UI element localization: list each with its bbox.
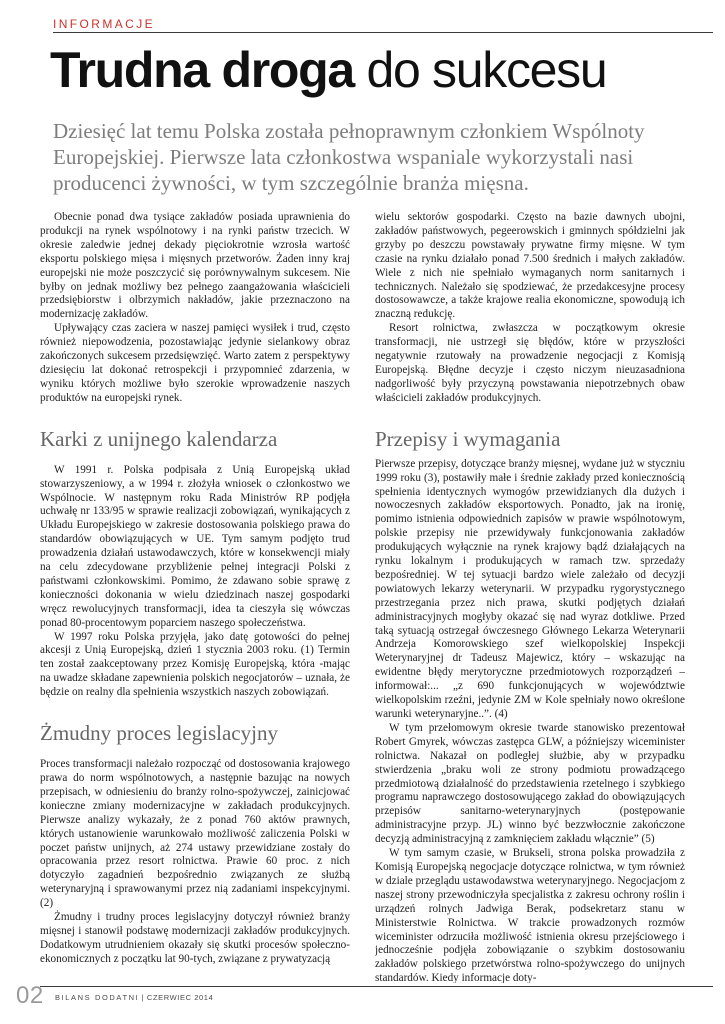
intro-paragraph-1: Obecnie ponad dwa tysiące zakładów posiada uprawnienia do produkcji na rynek wspólnotowy i na rynki państw trzecich. W okresie zaledwie jednej dekady pięciokrotnie wzrosła wartość eksportu polskiego mięsa i mięsnych przetworów. Żaden inny kraj europejski nie może poszczycić się porównywalnym sukcesem. Nie byłby on jednak możliwy bez pełnego zaangażowania właścicieli przedsiębiorstw i olbrzymich nakładów, jakie przeznaczono na modernizację zakładów.	[40, 211, 350, 321]
legislation-paragraph-2: Żmudny i trudny proces legislacyjny dotyczył również branży mięsnej i stanowił podstawę modernizacji zakładów produkcyjnych. Dodatkowym utrudnieniem okazały się skutki procesów społeczno-ekonomicznych z początku lat 90-tych, związane z prywatyzacją	[40, 911, 350, 965]
regulations-paragraph-3: W tym samym czasie, w Brukseli, strona polska prowadziła z Komisją Europejską negocjacje dotyczące rolnictwa, w tym również w dziale przeglądu ustawodawstwa weterynaryjnego. Negocjacjom z naszej strony przewodniczyła specjalistka z zakresu ochrony roślin i urządzeń rolnych Jadwiga Berak, podsekretarz stanu w Ministerstwie Rolnictwa. W trakcie prowadzonych rozmów wiceminister odrzuciła możliwość istnienia okresu przejściowego i jednocześnie podjęła zobowiązanie o szybkim dostosowaniu zakładów polskiego przetwórstwa rolno-spożywczego do unijnych standardów. Kiedy informacje doty-	[375, 847, 685, 983]
calendar-paragraph-1: W 1991 r. Polska podpisała z Unią Europejską układ stowarzyszeniowy, a w 1994 r. złożyła wniosek o członkostwo we Wspólnocie. W następnym roku Rada Ministrów RP podjęła uchwałę nr 133/95 w sprawie realizacji zobowiązań, wynikających z Układu Europejskiego w zakresie dostosowania polskiego prawa do standardów obowiązujących w UE. Tym samym podjęto trud prowadzenia działań ustawodawczych, które w konsekwencji miały na celu zdecydowane przybliżenie pełnej integracji Polski z państwami członkowskimi. Pomimo, że zdawano sobie sprawę z konieczności dokonania w wielu dziedzinach naszej gospodarki wręcz rewolucyjnych transformacji, idea ta cieszyła się wówczas ponad 80-procentowym poparciem naszego społeczeństwa.	[40, 463, 350, 629]
ministry-paragraph: Resort rolnictwa, zwłaszcza w początkowym okresie transformacji, nie ustrzegł się błędów, które w przyszłości negatywnie rzutowały na prowadzenie negocjacji z Komisją Europejską. Błędne decyzje i często niczym nieuzasadniona nadgorliwość były przyczyną powstawania niepotrzebnych obaw właścicieli zakładów produkcyjnych.	[375, 322, 685, 404]
left-column	[40, 211, 350, 983]
footer-divider	[40, 986, 713, 987]
article-lead: Dziesięć lat temu Polska została pełnoprawnym członkiem Wspólnoty Europejskiej. Pierwsze lata członkostwa wspaniale wykorzystali nasi producenci żywności, w tym szczególnie branża mięsna.	[53, 119, 645, 195]
article-title	[50, 40, 606, 100]
legislation-paragraph-1: Proces transformacji należało rozpocząć od dostosowania krajowego prawa do norm wspólnotowych, a następnie bazując na nowych przepisach, w odniesieniu do branży rolno-spożywczej, zainicjować konieczne zmiany modernizacyjne w zakładach produkcyjnych. Pierwsze analizy wykazały, że z ponad 760 aktów prawnych, których ustanowienie warunkowało możliwość zaliczenia Polski w poczet państw unijnych, aż 274 ustawy przewidziane zostały do opracowania przez resort rolnictwa. Prawie 60 proc. z nich dotyczyło zagadnień bezpośrednio związanych ze służbą weterynaryjną i sprawowanymi przez nią zadaniami inspekcyjnymi. (2)	[40, 758, 350, 910]
section-heading-calendar: Karki z unijnego kalendarza	[40, 426, 278, 451]
publication-name: BILANS DODATNI	[55, 993, 140, 1002]
continued-paragraph: wielu sektorów gospodarki. Często na bazie dawnych ubojni, zakładów państwowych, pegeerowskich i gminnych spółdzielni jak grzyby po deszczu powstawały prywatne firmy mięsne. W tym czasie na rynku działało ponad 7.500 średnich i małych zakładów. Wiele z nich nie spełniało wymaganych norm sanitarnych i technicznych. Należało się spodziewać, że przedakcesyjne procesy dostosowawcze, a także krajowe realia ekonomiczne, spowodują ich znaczną redukcję.	[375, 211, 685, 321]
section-heading-legislation: Żmudny proces legislacyjny	[40, 721, 278, 746]
regulations-paragraph-2: W tym przełomowym okresie twarde stanowisko prezentował Robert Gmyrek, wówczas zastępca GLW, a późniejszy wiceminister rolnictwa. Nakazał on podległej służbie, aby w przypadku stwierdzenia „braku woli ze strony podmiotu prowadzącego przedmiotową działalność do przedstawienia rzetelnego i szybkiego programu naprawczego dostosowującego zakład do obowiązujących przepisów sanitarno-weterynaryjnych (postępowanie administracyjne przyp. JL) winno być bezzwłocznie zakończone decyzją administracyjną z zamknięciem zakładu włącznie” (5)	[375, 721, 685, 846]
intro-paragraph-2: Upływający czas zaciera w naszej pamięci wysiłek i trud, często również niepowodzenia, pozostawiając jedynie sielankowy obraz zakończonych sukcesem przedsięwzięć. Warto zatem z perspektywy dziesięciu lat dokonać retrospekcji i przypomnieć zdarzenia, w wyniku których możliwe było szerokie wprowadzenie naszych produktów na europejski rynek.	[40, 322, 350, 404]
right-column	[375, 211, 685, 983]
section-label: INFORMACJE	[53, 17, 155, 31]
article-title-bold: Trudna droga	[50, 42, 354, 98]
page-number: 02	[16, 982, 44, 1009]
header-divider	[53, 32, 713, 33]
publication-footer	[55, 993, 213, 1002]
article-title-rest: do sukcesu	[353, 42, 607, 98]
calendar-paragraph-2: W 1997 roku Polska przyjęła, jako datę gotowości do pełnej akcesji z Unią Europejską, dzień 1 stycznia 2003 roku. (1) Termin ten został zaakceptowany przez Komisję Europejską, która -mając na uwadze składane zapewnienia polskich negocjatorów – uznała, że będzie on realny dla spełnienia wszystkich naszych zobowiązań.	[40, 630, 350, 699]
regulations-paragraph-1: Pierwsze przepisy, dotyczące branży mięsnej, wydane już w styczniu 1999 roku (3), postawiły małe i średnie zakłady przed koniecznością spełnienia identycznych wymogów przewidzianych dla dużych i nowoczesnych zakładów eksportowych. Ponadto, jak na ironię, pomimo istnienia odpowiednich zapisów w prawie wspólnotowym, polskie przepisy nie przewidywały funkcjonowania zakładów produkujących wyłącznie na rynek krajowy bądź działających na rynku lokalnym i produkujących w ramach tzw. sprzedaży bezpośredniej. W tej sytuacji bardzo wiele zależało od decyzji powiatowych lekarzy weterynarii. W przypadku rygorystycznego przestrzegania przez nich prawa, skutki podjętych działań administracyjnych mogłyby okazać się nad wyraz dotkliwe. Przed taką sytuacją ostrzegał ówczesnego Głównego Lekarza Weterynarii Andrzeja Komorowskiego szef wielkopolskiej Inspekcji Weterynaryjnej dr Tadeusz Majewicz, który – wskazując na ewidentne błędy merytoryczne przedmiotowych rozporządzeń – informował:... „z 690 funkcjonujących w województwie wielkopolskim rzeźni, jedynie ZM w Kole spełniały nowo określone warunki weterynaryjne..”. (4)	[375, 457, 685, 720]
section-heading-regulations: Przepisy i wymagania	[375, 426, 561, 451]
footer-separator: |	[141, 993, 145, 1002]
issue-date: CZERWIEC 2014	[146, 993, 214, 1002]
